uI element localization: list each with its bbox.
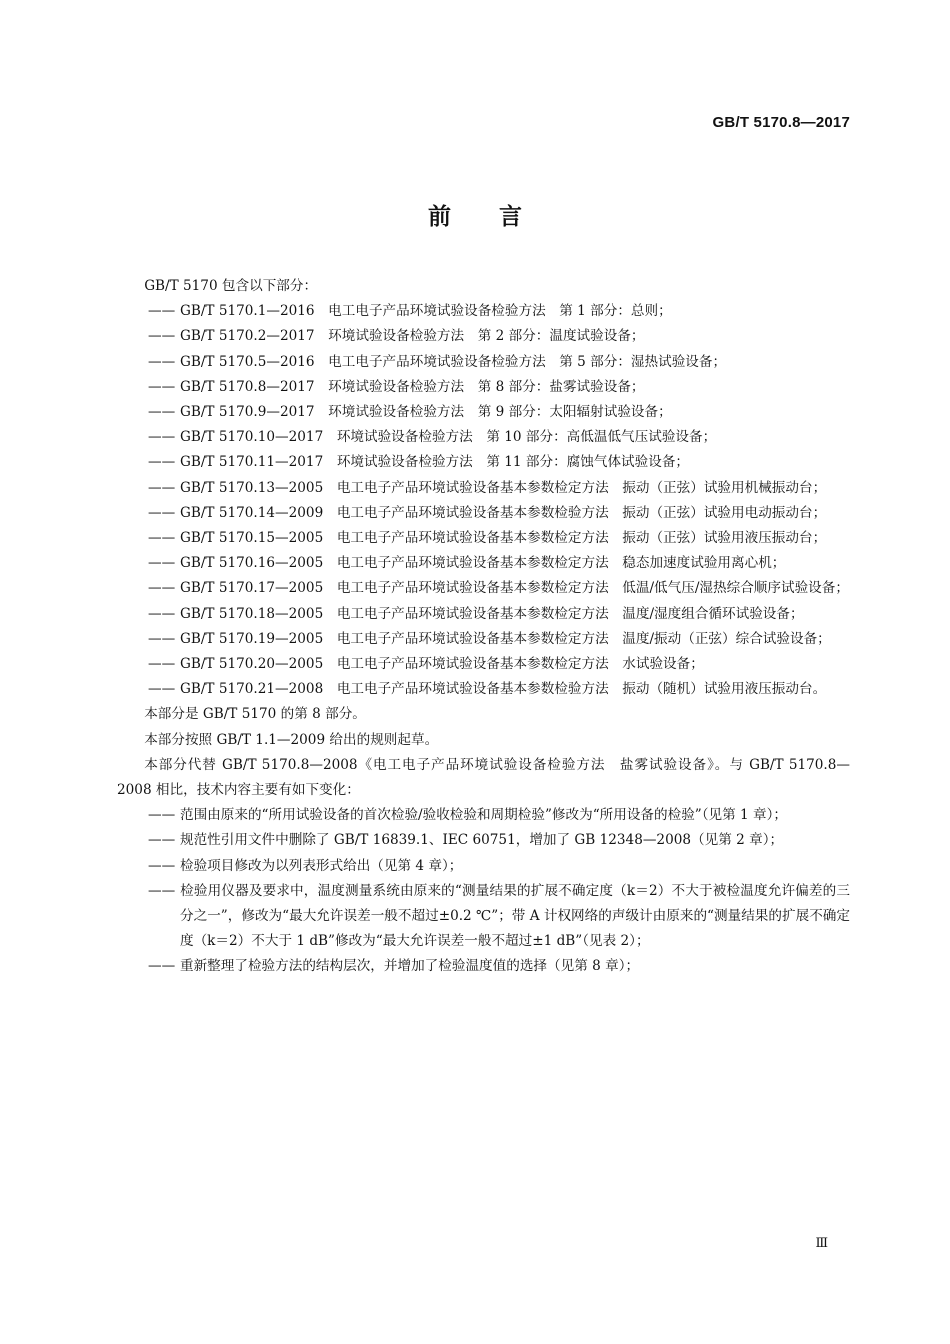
dash-marker: —— bbox=[148, 605, 176, 622]
list-item: —— 检验用仪器及要求中，温度测量系统由原来的“测量结果的扩展不确定度（k＝2）不大于被检温度允许偏差的三分之一”，修改为“最大允许误差一般不超过±0.2 ℃”；带 A 计权网络的声级计由原来的“测量结果的扩展不确定度（k＝2）不大于 1 dB”修改为“最大允许误差一般不超过±1 dB”（见表 2）； bbox=[117, 879, 850, 955]
list-item: —— GB/T 5170.11—2017 环境试验设备检验方法 第 11 部分：腐蚀气体试验设备； bbox=[117, 450, 850, 475]
dash-marker: —— bbox=[148, 530, 176, 547]
list-item: —— GB/T 5170.18—2005 电工电子产品环境试验设备基本参数检定方法 温度/湿度组合循环试验设备； bbox=[117, 602, 850, 627]
dash-marker: —— bbox=[148, 555, 176, 572]
list-item: —— GB/T 5170.21—2008 电工电子产品环境试验设备基本参数检验方法 振动（随机）试验用液压振动台。 bbox=[117, 677, 850, 702]
list-item: —— GB/T 5170.20—2005 电工电子产品环境试验设备基本参数检定方法 水试验设备； bbox=[117, 652, 850, 677]
dash-marker: —— bbox=[148, 504, 176, 521]
list-item: —— GB/T 5170.9—2017 环境试验设备检验方法 第 9 部分：太阳辐射试验设备； bbox=[117, 400, 850, 425]
page-number: Ⅲ bbox=[815, 1236, 828, 1251]
list-item: —— 重新整理了检验方法的结构层次，并增加了检验温度值的选择（见第 8 章）； bbox=[117, 954, 850, 979]
list-item: —— GB/T 5170.2—2017 环境试验设备检验方法 第 2 部分：温度试验设备； bbox=[117, 324, 850, 349]
parts-list bbox=[117, 299, 850, 702]
document-body bbox=[117, 274, 850, 980]
dash-marker: —— bbox=[148, 807, 176, 824]
replacement-statement: 本部分代替 GB/T 5170.8—2008《电工电子产品环境试验设备检验方法 盐雾试验设备》。与 GB/T 5170.8—2008 相比，技术内容主要有如下变化： bbox=[117, 756, 850, 799]
dash-marker: —— bbox=[148, 630, 176, 647]
dash-marker: —— bbox=[148, 404, 176, 421]
page-title: 前言 bbox=[428, 204, 570, 230]
dash-marker: —— bbox=[148, 882, 176, 899]
dash-marker: —— bbox=[148, 353, 176, 370]
part-statement: 本部分是 GB/T 5170 的第 8 部分。 bbox=[144, 706, 366, 723]
dash-marker: —— bbox=[148, 681, 176, 698]
drafting-statement: 本部分按照 GB/T 1.1—2009 给出的规则起草。 bbox=[144, 731, 439, 748]
list-item: —— GB/T 5170.1—2016 电工电子产品环境试验设备检验方法 第 1 部分：总则； bbox=[117, 299, 850, 324]
dash-marker: —— bbox=[148, 454, 176, 471]
list-item: —— GB/T 5170.17—2005 电工电子产品环境试验设备基本参数检定方法 低温/低气压/湿热综合顺序试验设备； bbox=[117, 576, 850, 601]
dash-marker: —— bbox=[148, 656, 176, 673]
list-item: —— 范围由原来的“所用试验设备的首次检验/验收检验和周期检验”修改为“所用设备的检验”（见第 1 章）； bbox=[117, 803, 850, 828]
dash-marker: —— bbox=[148, 303, 176, 320]
standard-number: GB/T 5170.8—2017 bbox=[712, 114, 850, 131]
dash-marker: —— bbox=[148, 958, 176, 975]
list-item: —— GB/T 5170.19—2005 电工电子产品环境试验设备基本参数检定方法 温度/振动（正弦）综合试验设备； bbox=[117, 627, 850, 652]
dash-marker: —— bbox=[148, 479, 176, 496]
dash-marker: —— bbox=[148, 857, 176, 874]
list-item: —— GB/T 5170.10—2017 环境试验设备检验方法 第 10 部分：高低温低气压试验设备； bbox=[117, 425, 850, 450]
dash-marker: —— bbox=[148, 328, 176, 345]
intro-paragraph: GB/T 5170 包含以下部分： bbox=[144, 278, 318, 294]
dash-marker: —— bbox=[148, 378, 176, 395]
dash-marker: —— bbox=[148, 429, 176, 446]
dash-marker: —— bbox=[148, 580, 176, 597]
list-item: —— GB/T 5170.15—2005 电工电子产品环境试验设备基本参数检定方法 振动（正弦）试验用液压振动台； bbox=[117, 526, 850, 551]
list-item: —— GB/T 5170.16—2005 电工电子产品环境试验设备基本参数检定方法 稳态加速度试验用离心机； bbox=[117, 551, 850, 576]
list-item: —— GB/T 5170.5—2016 电工电子产品环境试验设备检验方法 第 5 部分：湿热试验设备； bbox=[117, 350, 850, 375]
list-item: —— GB/T 5170.13—2005 电工电子产品环境试验设备基本参数检定方法 振动（正弦）试验用机械振动台； bbox=[117, 476, 850, 501]
list-item: —— GB/T 5170.14—2009 电工电子产品环境试验设备基本参数检验方法 振动（正弦）试验用电动振动台； bbox=[117, 501, 850, 526]
list-item: —— GB/T 5170.8—2017 环境试验设备检验方法 第 8 部分：盐雾试验设备； bbox=[117, 375, 850, 400]
changes-list bbox=[117, 803, 850, 979]
list-item: —— 规范性引用文件中删除了 GB/T 16839.1、IEC 60751，增加了 GB 12348—2008（见第 2 章）； bbox=[117, 828, 850, 853]
dash-marker: —— bbox=[148, 832, 176, 849]
list-item: —— 检验项目修改为以列表形式给出（见第 4 章）； bbox=[117, 854, 850, 879]
